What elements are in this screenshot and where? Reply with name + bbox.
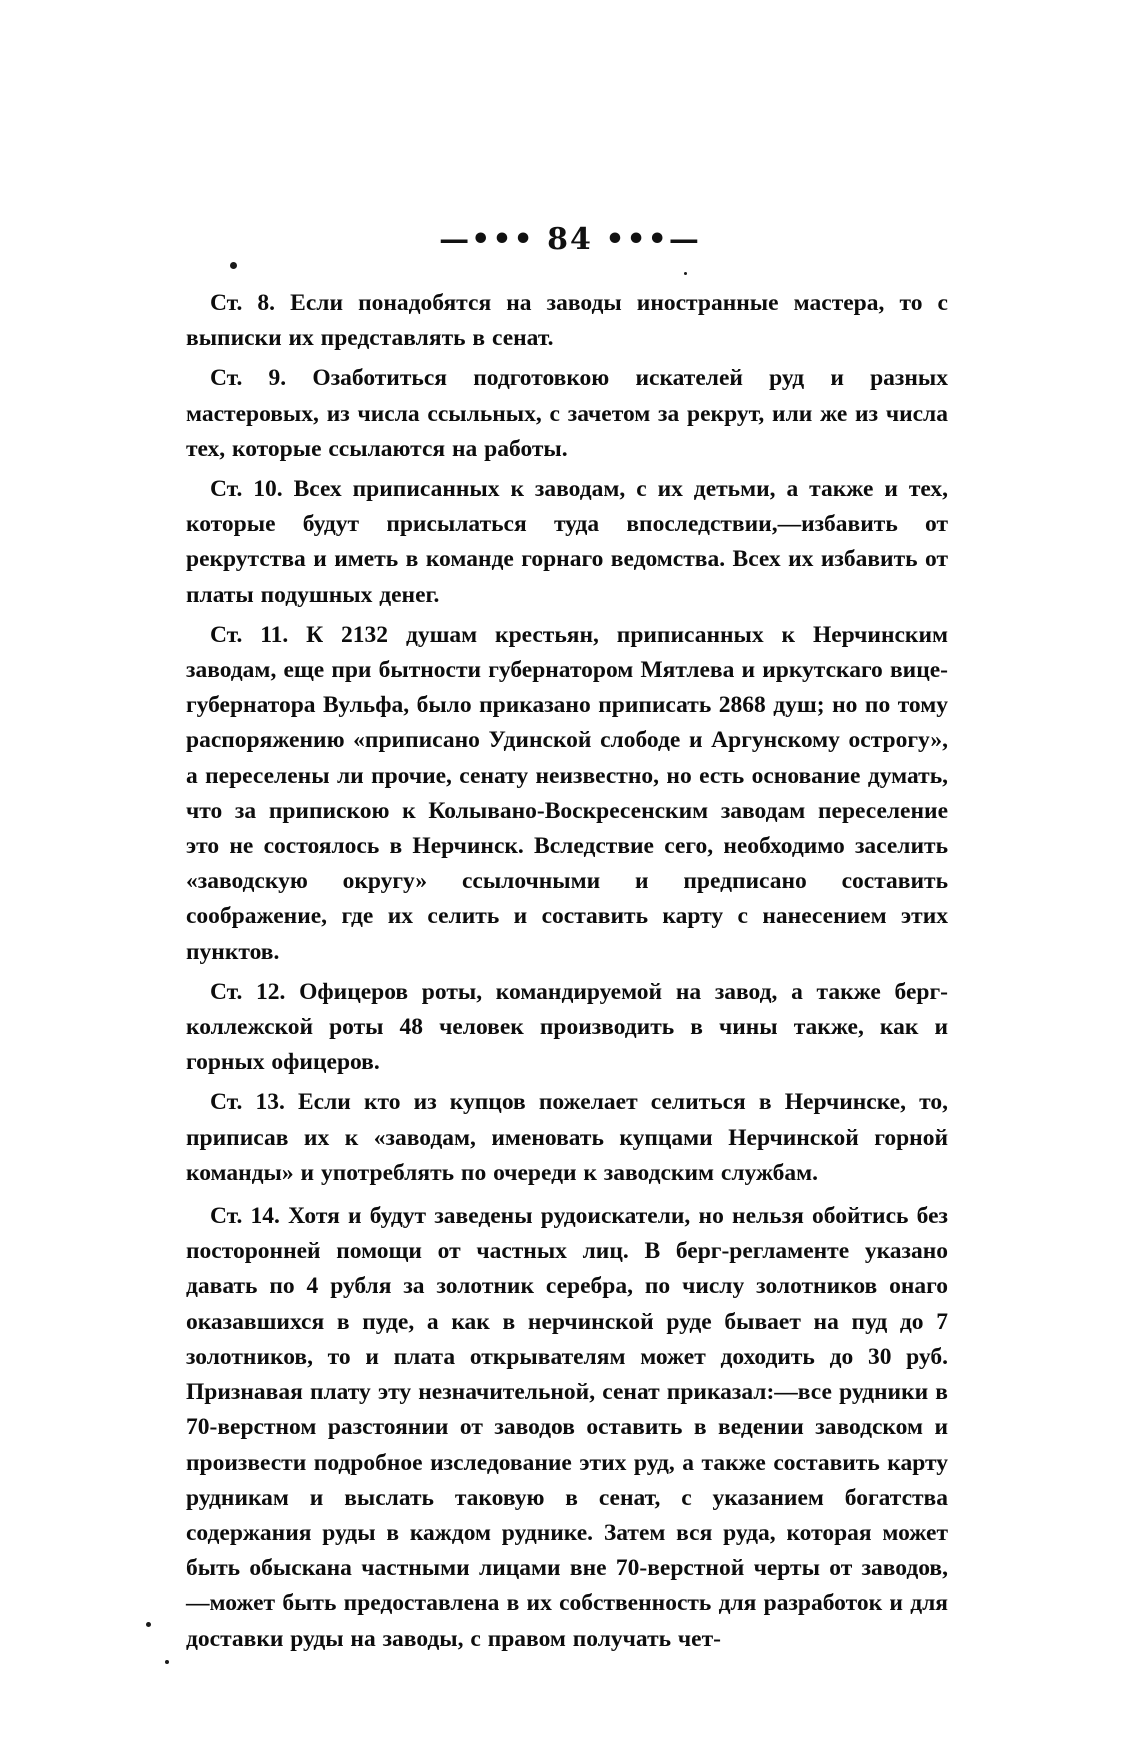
article-12: Ст. 12. Офицеров роты, командируемой на завод, а также берг-коллежской роты 48 человек производить в чины также, как и горных офицеров. [186,978,948,1076]
article-10: Ст. 10. Всех приписанных к заводам, с их детьми, а также и тех, которые будут присылаться туда впоследствии,—избавить от рекрутства и иметь в команде горнаго ведомства. Всех их избавить от платы подушных денег. [186,476,948,608]
scan-speck [165,1660,169,1664]
article-11: Ст. 11. К 2132 душам крестьян, приписанных к Нерчинским заводам, еще при бытности губернатором Мятлева и иркутскаго вице-губернатора Вульфа, было приказано приписать 2868 душ; но по тому распоряжению «приписано Удинской слободе и Аргунскому острогу», а переселены ли прочие, сенату неизвестно, но есть основание думать, что за припискою к Колывано-Воскресенским заводам переселение это не состоялось в Нерчинск. Вследствие сего, необходимо заселить «заводскую округу» ссылочными и предписано составить соображение, где их селить и составить карту с нанесением этих пунктов. [186,621,948,965]
scan-speck [146,1622,151,1627]
article-8: Ст. 8. Если понадобятся на заводы иностранные мастера, то с выписки их представлять в сенат. [186,290,948,352]
article-9: Ст. 9. Озаботиться подготовкою искателей руд и разных мастеровых, из числа ссыльных, с зачетом за рекрут, или же из числа тех, которые ссылаются на работы. [186,365,948,462]
article-14: Ст. 14. Хотя и будут заведены рудоискатели, но нельзя обойтись без посторонней помощи от частных лиц. В берг-регламенте указано давать по 4 рубля за золотник серебра, по числу золотников онаго оказавшихся в пуде, а как в нерчинской руде бывает на пуд до 7 золотников, то и плата открывателям может доходить до 30 руб. Признавая плату эту незначительной, сенат приказал:—все рудники в 70-верстном разстоянии от заводов оставить в ведении заводском и произвести подробное изследование этих руд, а также составить карту рудникам и выслать таковую в сенат, с указанием богатства содержания руды в каждом руднике. Затем вся руда, которая может быть обыскана частными лицами вне 70-верстной черты от заводов,—может быть предоставлена в их собственность для разработок и для доставки руды на заводы, с правом получать чет- [186,1203,948,1652]
page-number: —••• 84 •••— [439,222,701,257]
scan-speck [684,272,687,275]
scan-speck [230,262,237,269]
article-13: Ст. 13. Если кто из купцов пожелает селиться в Нерчинске, то, приписав их к «заводам, именовать купцами Нерчинской горной команды» и употреблять по очереди к заводским службам. [186,1089,948,1186]
article-list [186,286,948,1662]
